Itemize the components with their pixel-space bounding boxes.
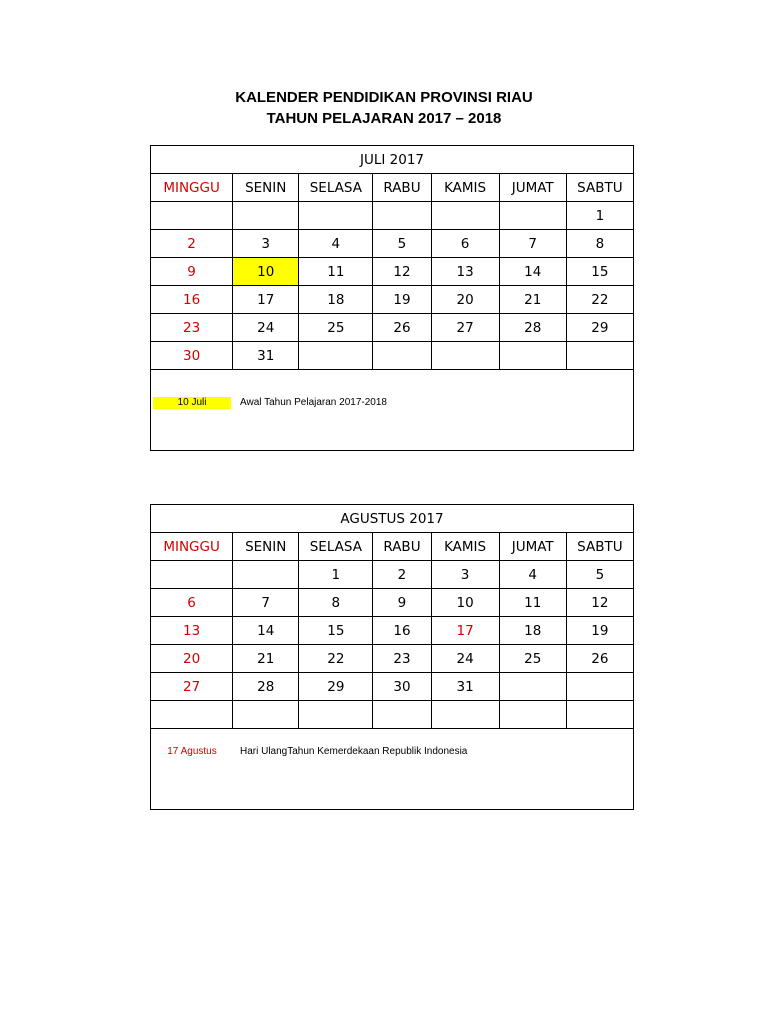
day-cell: 15 <box>299 617 373 645</box>
day-cell: 21 <box>233 645 299 673</box>
day-cell: 19 <box>566 617 633 645</box>
day-cell: 31 <box>431 673 499 701</box>
week-row <box>151 286 634 314</box>
day-cell: 27 <box>431 314 499 342</box>
day-cell: 30 <box>151 342 233 370</box>
note-text: Hari UlangTahun Kemerdekaan Republik Indonesia <box>240 746 468 757</box>
day-cell: 31 <box>233 342 299 370</box>
day-cell: 26 <box>373 314 431 342</box>
day-cell: 12 <box>373 258 431 286</box>
calendar-juli <box>150 145 634 451</box>
day-cell: 18 <box>299 286 373 314</box>
day-cell: 11 <box>499 589 566 617</box>
week-row <box>151 645 634 673</box>
day-cell: 4 <box>499 561 566 589</box>
day-cell <box>566 701 633 729</box>
day-cell <box>233 202 299 230</box>
day-cell: 28 <box>499 314 566 342</box>
weekday-header: SELASA <box>299 174 373 202</box>
day-cell <box>499 673 566 701</box>
day-cell <box>373 342 431 370</box>
day-cell <box>566 342 633 370</box>
weekday-header: SENIN <box>233 174 299 202</box>
weekday-header: SABTU <box>566 533 633 561</box>
day-cell: 16 <box>373 617 431 645</box>
day-cell: 7 <box>499 230 566 258</box>
day-cell: 24 <box>233 314 299 342</box>
page-subtitle: TAHUN PELAJARAN 2017 – 2018 <box>266 110 502 127</box>
week-row <box>151 314 634 342</box>
week-row <box>151 589 634 617</box>
month-header: AGUSTUS 2017 <box>151 505 634 533</box>
day-cell: 6 <box>151 589 233 617</box>
day-cell <box>566 673 633 701</box>
day-cell <box>151 701 233 729</box>
weekday-header: SENIN <box>233 533 299 561</box>
day-cell: 22 <box>299 645 373 673</box>
day-cell: 21 <box>499 286 566 314</box>
day-cell <box>499 202 566 230</box>
weekday-header: JUMAT <box>499 533 566 561</box>
day-cell: 20 <box>431 286 499 314</box>
day-cell <box>151 561 233 589</box>
notes-area <box>151 729 634 810</box>
calendar-agustus <box>150 504 634 810</box>
notes-area <box>151 370 634 451</box>
day-cell: 1 <box>299 561 373 589</box>
day-cell: 23 <box>151 314 233 342</box>
week-row <box>151 617 634 645</box>
day-cell <box>299 701 373 729</box>
day-cell <box>431 701 499 729</box>
weekday-row <box>151 533 634 561</box>
day-cell: 29 <box>299 673 373 701</box>
day-cell <box>233 561 299 589</box>
day-cell: 5 <box>566 561 633 589</box>
weekday-header: RABU <box>373 533 431 561</box>
day-cell: 25 <box>299 314 373 342</box>
week-row <box>151 230 634 258</box>
weekday-header: SABTU <box>566 174 633 202</box>
day-cell: 10 <box>431 589 499 617</box>
day-cell: 10 <box>233 258 299 286</box>
day-cell: 17 <box>431 617 499 645</box>
day-cell <box>431 342 499 370</box>
week-row <box>151 258 634 286</box>
day-cell: 13 <box>151 617 233 645</box>
day-cell: 11 <box>299 258 373 286</box>
day-cell: 29 <box>566 314 633 342</box>
weekday-header: SELASA <box>299 533 373 561</box>
weekday-header: KAMIS <box>431 174 499 202</box>
week-row <box>151 342 634 370</box>
day-cell: 8 <box>299 589 373 617</box>
day-cell: 18 <box>499 617 566 645</box>
week-row <box>151 561 634 589</box>
day-cell: 27 <box>151 673 233 701</box>
day-cell: 15 <box>566 258 633 286</box>
day-cell: 23 <box>373 645 431 673</box>
weekday-header: MINGGU <box>151 174 233 202</box>
day-cell: 4 <box>299 230 373 258</box>
day-cell: 9 <box>151 258 233 286</box>
day-cell: 19 <box>373 286 431 314</box>
day-cell: 9 <box>373 589 431 617</box>
note-text: Awal Tahun Pelajaran 2017-2018 <box>240 397 387 408</box>
day-cell <box>299 342 373 370</box>
day-cell: 3 <box>431 561 499 589</box>
weekday-header: MINGGU <box>151 533 233 561</box>
week-row <box>151 202 634 230</box>
day-cell: 3 <box>233 230 299 258</box>
day-cell: 6 <box>431 230 499 258</box>
page-title: KALENDER PENDIDIKAN PROVINSI RIAU <box>235 89 533 106</box>
day-cell: 22 <box>566 286 633 314</box>
day-cell: 16 <box>151 286 233 314</box>
day-cell <box>233 701 299 729</box>
day-cell: 2 <box>373 561 431 589</box>
day-cell: 8 <box>566 230 633 258</box>
day-cell <box>431 202 499 230</box>
day-cell: 30 <box>373 673 431 701</box>
day-cell: 24 <box>431 645 499 673</box>
weekday-header: RABU <box>373 174 431 202</box>
day-cell: 14 <box>499 258 566 286</box>
day-cell: 28 <box>233 673 299 701</box>
day-cell <box>299 202 373 230</box>
day-cell <box>373 701 431 729</box>
note-date: 17 Agustus <box>167 746 217 757</box>
day-cell: 12 <box>566 589 633 617</box>
day-cell: 26 <box>566 645 633 673</box>
week-row <box>151 701 634 729</box>
month-header: JULI 2017 <box>151 146 634 174</box>
note-date: 10 Juli <box>153 397 231 409</box>
day-cell: 13 <box>431 258 499 286</box>
day-cell: 17 <box>233 286 299 314</box>
day-cell <box>499 342 566 370</box>
day-cell: 7 <box>233 589 299 617</box>
weekday-header: KAMIS <box>431 533 499 561</box>
day-cell: 2 <box>151 230 233 258</box>
day-cell: 14 <box>233 617 299 645</box>
day-cell: 1 <box>566 202 633 230</box>
day-cell: 5 <box>373 230 431 258</box>
day-cell: 20 <box>151 645 233 673</box>
day-cell <box>373 202 431 230</box>
day-cell <box>151 202 233 230</box>
weekday-row <box>151 174 634 202</box>
week-row <box>151 673 634 701</box>
weekday-header: JUMAT <box>499 174 566 202</box>
day-cell <box>499 701 566 729</box>
day-cell: 25 <box>499 645 566 673</box>
